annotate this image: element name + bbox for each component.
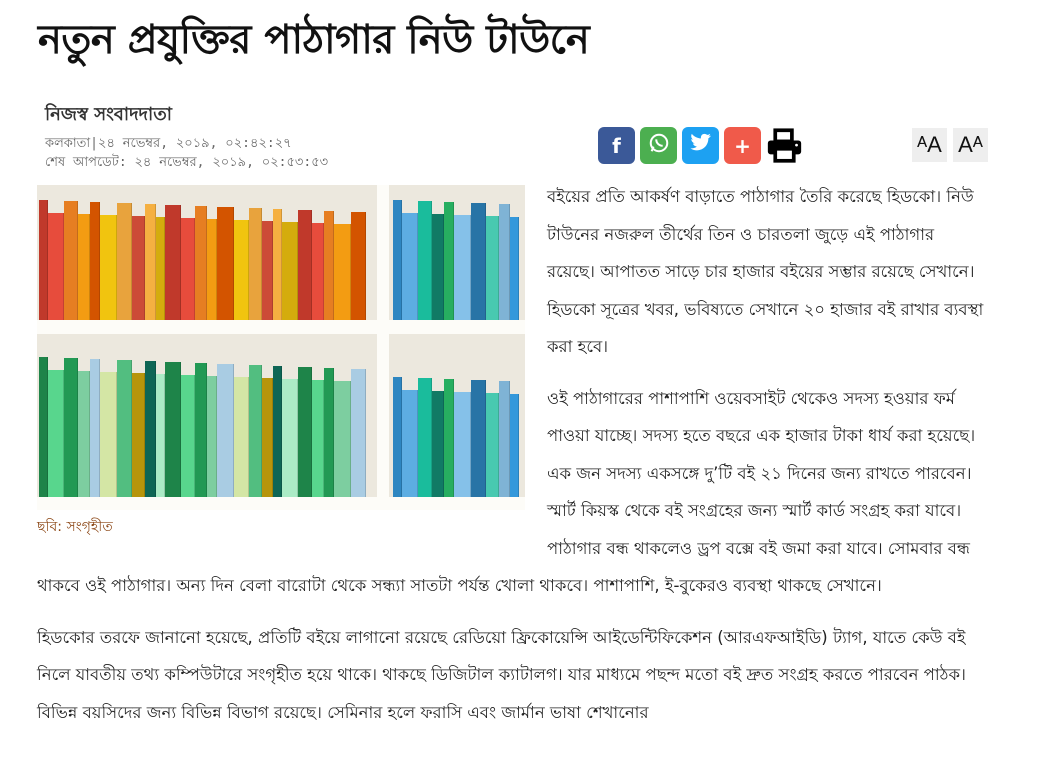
book [324, 211, 334, 320]
book [48, 370, 64, 497]
book [195, 206, 207, 320]
bookshelf-photo [37, 185, 525, 510]
book [418, 378, 432, 497]
book [249, 208, 262, 320]
article-title: নতুন প্রযুক্তির পাঠাগার নিউ টাউনে [38, 17, 590, 63]
last-updated: শেষ আপডেট: ২৪ নভেম্বর, ২০১৯, ০২:৫৩:৫৩ [45, 155, 329, 170]
shelf-divider [377, 185, 389, 510]
article-meta [45, 134, 328, 172]
twitter-icon [690, 133, 712, 158]
book [217, 364, 234, 497]
book [402, 213, 418, 320]
book [486, 216, 499, 320]
paragraph: হিডকোর তরফে জানানো হয়েছে, প্রতিটি বইয়ে লাগানো রয়েছে রেডিয়ো ফ্রিকোয়েন্সি আইডেন্টিফিকেশন (আরএফআইডি) ট্যাগ, যাতে কেউ বই নিলে যাবতীয় তথ্য কম্পিউটারে সংগৃহীত হয়ে থাকে। থাকছে ডিজিটাল ক্যাটালগ। যার মাধ্যমে পছন্দ মতো বই দ্রুত সংগ্রহ করতে পারবেন পাঠক। বিভিন্ন বয়সিদের জন্য বিভিন্ন বিভাগ রয়েছে। সেমিনার হলে ফরাসি এবং জার্মান ভাষা শেখানোর [37, 627, 966, 722]
book [298, 210, 312, 320]
book [262, 221, 273, 320]
book [351, 212, 366, 320]
book [324, 368, 334, 497]
article-figure [37, 185, 525, 538]
book [454, 215, 471, 320]
book [273, 366, 282, 497]
book [454, 392, 471, 497]
book [351, 369, 366, 497]
book [471, 380, 486, 497]
book [334, 224, 351, 320]
book [298, 367, 312, 497]
increase-font-button[interactable]: ᴬA [912, 128, 947, 162]
book [100, 372, 117, 497]
book [217, 207, 234, 320]
book [262, 378, 273, 497]
book [117, 360, 132, 497]
book [234, 220, 249, 320]
book [48, 213, 64, 320]
book [181, 375, 195, 497]
twitter-share-button[interactable] [682, 127, 719, 164]
book [312, 380, 324, 497]
author: নিজস্ব সংবাদদাতা [45, 104, 172, 125]
book [195, 363, 207, 497]
whatsapp-share-button[interactable] [640, 127, 677, 164]
book [499, 204, 510, 320]
book [156, 374, 165, 497]
book [207, 376, 217, 497]
book [145, 204, 156, 320]
book [282, 379, 298, 497]
book [39, 357, 48, 497]
book [393, 377, 402, 497]
book [165, 362, 181, 497]
book [432, 391, 444, 497]
book [510, 217, 519, 320]
book [312, 223, 324, 320]
book [145, 361, 156, 497]
share-bar [598, 127, 803, 164]
plus-icon: + [734, 133, 751, 158]
book [64, 201, 78, 320]
facebook-icon: f [612, 133, 621, 158]
book [117, 203, 132, 320]
book [78, 371, 90, 497]
book [444, 379, 454, 497]
book [39, 200, 48, 320]
book [432, 214, 444, 320]
book [90, 359, 100, 497]
book [100, 215, 117, 320]
book [249, 365, 262, 497]
paragraph: বইয়ের প্রতি আকর্ষণ বাড়াতে পাঠাগার তৈরি করেছে হিডকো। নিউ টাউনের নজরুল তীর্থের তিন ও চারতলা জুড়ে এই পাঠাগার রয়েছে। আপাতত সাড়ে চার হাজার বইয়ের সম্ভার রয়েছে সেখানে। হিডকো সূত্রের খবর, ভবিষ্যতে সেখানে ২০ হাজার বই রাখার ব্যবস্থা করা হবে। [547, 187, 984, 356]
book [418, 201, 432, 320]
book [90, 202, 100, 320]
shelf-board [37, 320, 525, 334]
decrease-font-button[interactable]: Aᴬ [953, 128, 988, 162]
book [234, 377, 249, 497]
article-body [37, 178, 987, 745]
book [402, 390, 418, 497]
book [486, 393, 499, 497]
book [510, 394, 519, 497]
book [156, 217, 165, 320]
dateline: কলকাতা|২৪ নভেম্বর, ২০১৯, ০২:৪২:২৭ [45, 136, 292, 151]
more-share-button[interactable] [724, 127, 761, 164]
printer-icon [766, 127, 803, 165]
facebook-share-button[interactable] [598, 127, 635, 164]
whatsapp-icon [648, 132, 670, 159]
book [282, 222, 298, 320]
font-size-controls [912, 128, 988, 162]
book [444, 202, 454, 320]
book [181, 218, 195, 320]
book [499, 381, 510, 497]
book [64, 358, 78, 497]
book [273, 209, 282, 320]
book [393, 200, 402, 320]
book [165, 205, 181, 320]
book [78, 214, 90, 320]
image-caption: ছবি: সংগৃহীত [37, 519, 113, 535]
book [471, 203, 486, 320]
book [207, 219, 217, 320]
book [132, 216, 145, 320]
book [334, 381, 351, 497]
paragraph: ওই পাঠাগারের পাশাপাশি ওয়েবসাইট থেকেও সদস্য হওয়ার ফর্ম পাওয়া যাচ্ছে। সদস্য হতে বছরে এক হাজার টাকা ধার্য করা হয়েছে। এক জন সদস্য একসঙ্গে দু’টি বই ২১ দিনের জন্য রাখতে পারবেন। স্মার্ট কিয়স্ক থেকে বই সংগ্রহের জন্য স্মার্ট কার্ড সংগ্রহ করা যাবে। পাঠাগার বন্ধ থাকলেও ড্রপ বক্সে বই জমা করা যাবে। সোমবার বন্ধ থাকবে ওই পাঠাগার। অন্য দিন বেলা বারোটা থেকে সন্ধ্যা সাতটা পর্যন্ত খোলা থাকবে। পাশাপাশি, ই-বুকেরও ব্যবস্থা থাকছে সেখানে। [37, 388, 976, 595]
print-button[interactable] [766, 127, 803, 164]
book [132, 373, 145, 497]
shelf-board [37, 497, 525, 510]
